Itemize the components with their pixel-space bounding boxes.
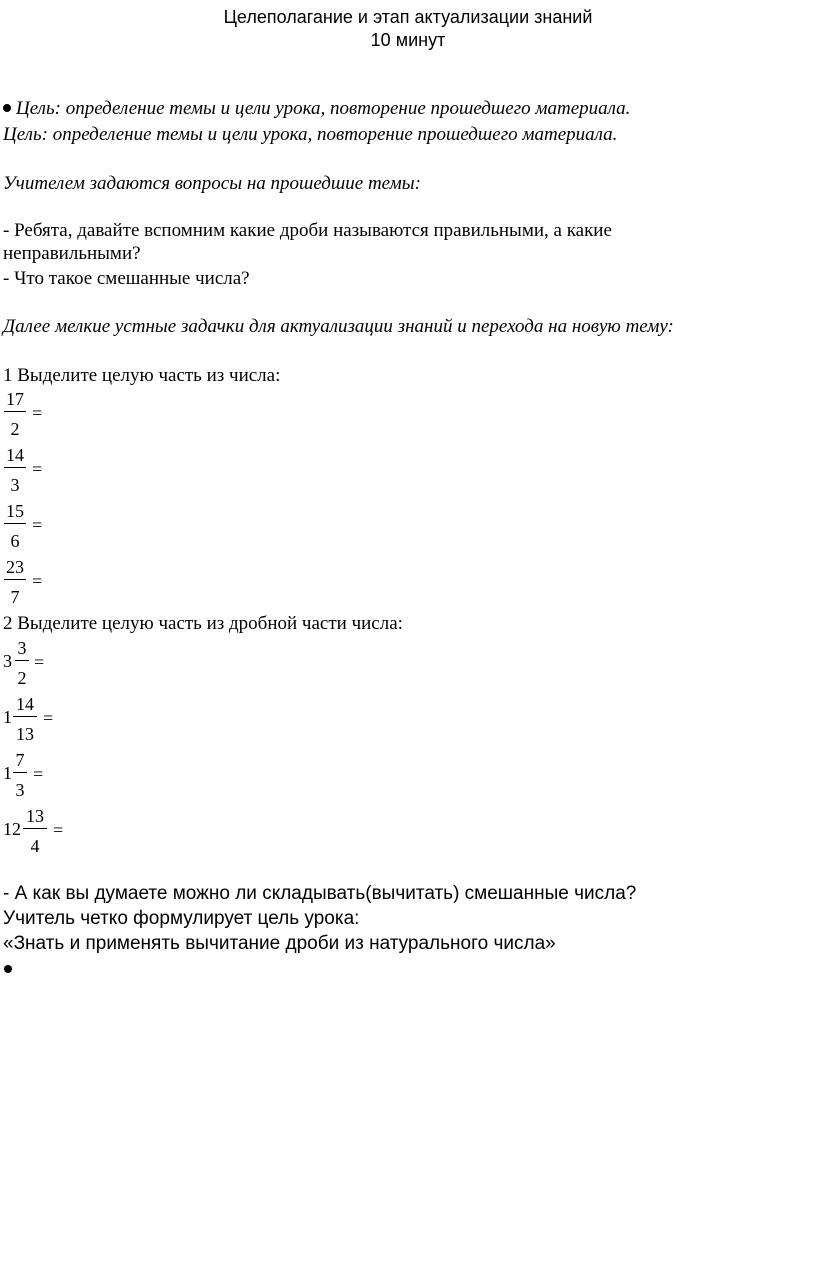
fraction-bar [4,467,26,468]
equals-sign: = [32,403,43,423]
lesson-goal-quote: «Знать и применять вычитание дроби из натурального числа» [3,933,556,954]
fraction-bar [4,411,26,412]
empty-bullet-item [4,962,17,980]
bullet-icon [4,965,12,973]
denominator: 4 [30,836,40,856]
whole-part: 12 [3,819,21,839]
equals-sign: = [32,571,43,591]
tasks-intro: Далее мелкие устные задачки для актуализации знаний и перехода на новую тему: [3,316,674,337]
question-2: - Что такое смешанные числа? [3,268,250,289]
denominator: 3 [15,780,25,800]
equals-sign: = [33,764,44,784]
task-1-heading: 1 Выделите целую часть из числа: [3,365,281,386]
closing-question: - А как вы думаете можно ли складывать(вычитать) смешанные числа? [3,883,637,904]
equals-sign: = [32,515,43,535]
numerator: 15 [6,501,24,521]
numerator: 17 [6,389,24,409]
denominator: 13 [16,724,34,744]
fraction-bar [4,523,26,524]
fraction-bar [13,716,37,717]
denominator: 6 [10,531,20,551]
numerator: 13 [26,806,44,826]
fraction-bar [4,579,26,580]
teacher-questions-intro: Учителем задаются вопросы на прошедшие темы: [3,173,421,194]
whole-part: 3 [3,651,12,671]
question-1-line-2: неправильными? [3,243,141,264]
numerator: 14 [6,445,24,465]
whole-part: 1 [3,763,12,783]
denominator: 7 [10,587,20,607]
fraction-bar [23,828,47,829]
equals-sign: = [32,459,43,479]
fraction-bar [13,772,27,773]
goal-line: Цель: определение темы и цели урока, повторение прошедшего материала. [3,124,618,145]
document-title: Целеполагание и этап актуализации знаний [223,7,593,27]
goal-bullet-text: Цель: определение темы и цели урока, повторение прошедшего материала. [16,98,631,119]
numerator: 7 [15,750,25,770]
equals-sign: = [34,652,45,672]
bullet-icon [3,104,11,112]
teacher-goal-statement: Учитель четко формулирует цель урока: [3,908,360,929]
numerator: 23 [6,557,24,577]
denominator: 2 [17,668,27,688]
whole-part: 1 [3,707,12,727]
equals-sign: = [43,708,54,728]
document-duration: 10 минут [370,30,446,50]
question-1-line-1: - Ребята, давайте вспомним какие дроби называются правильными, а какие [3,220,612,241]
numerator: 3 [17,638,27,658]
numerator: 14 [16,694,34,714]
equals-sign: = [53,820,64,840]
task-2-heading: 2 Выделите целую часть из дробной части числа: [3,613,403,634]
denominator: 2 [10,419,20,439]
goal-bullet-line [3,97,630,121]
fraction-bar [15,660,29,661]
denominator: 3 [10,475,20,495]
